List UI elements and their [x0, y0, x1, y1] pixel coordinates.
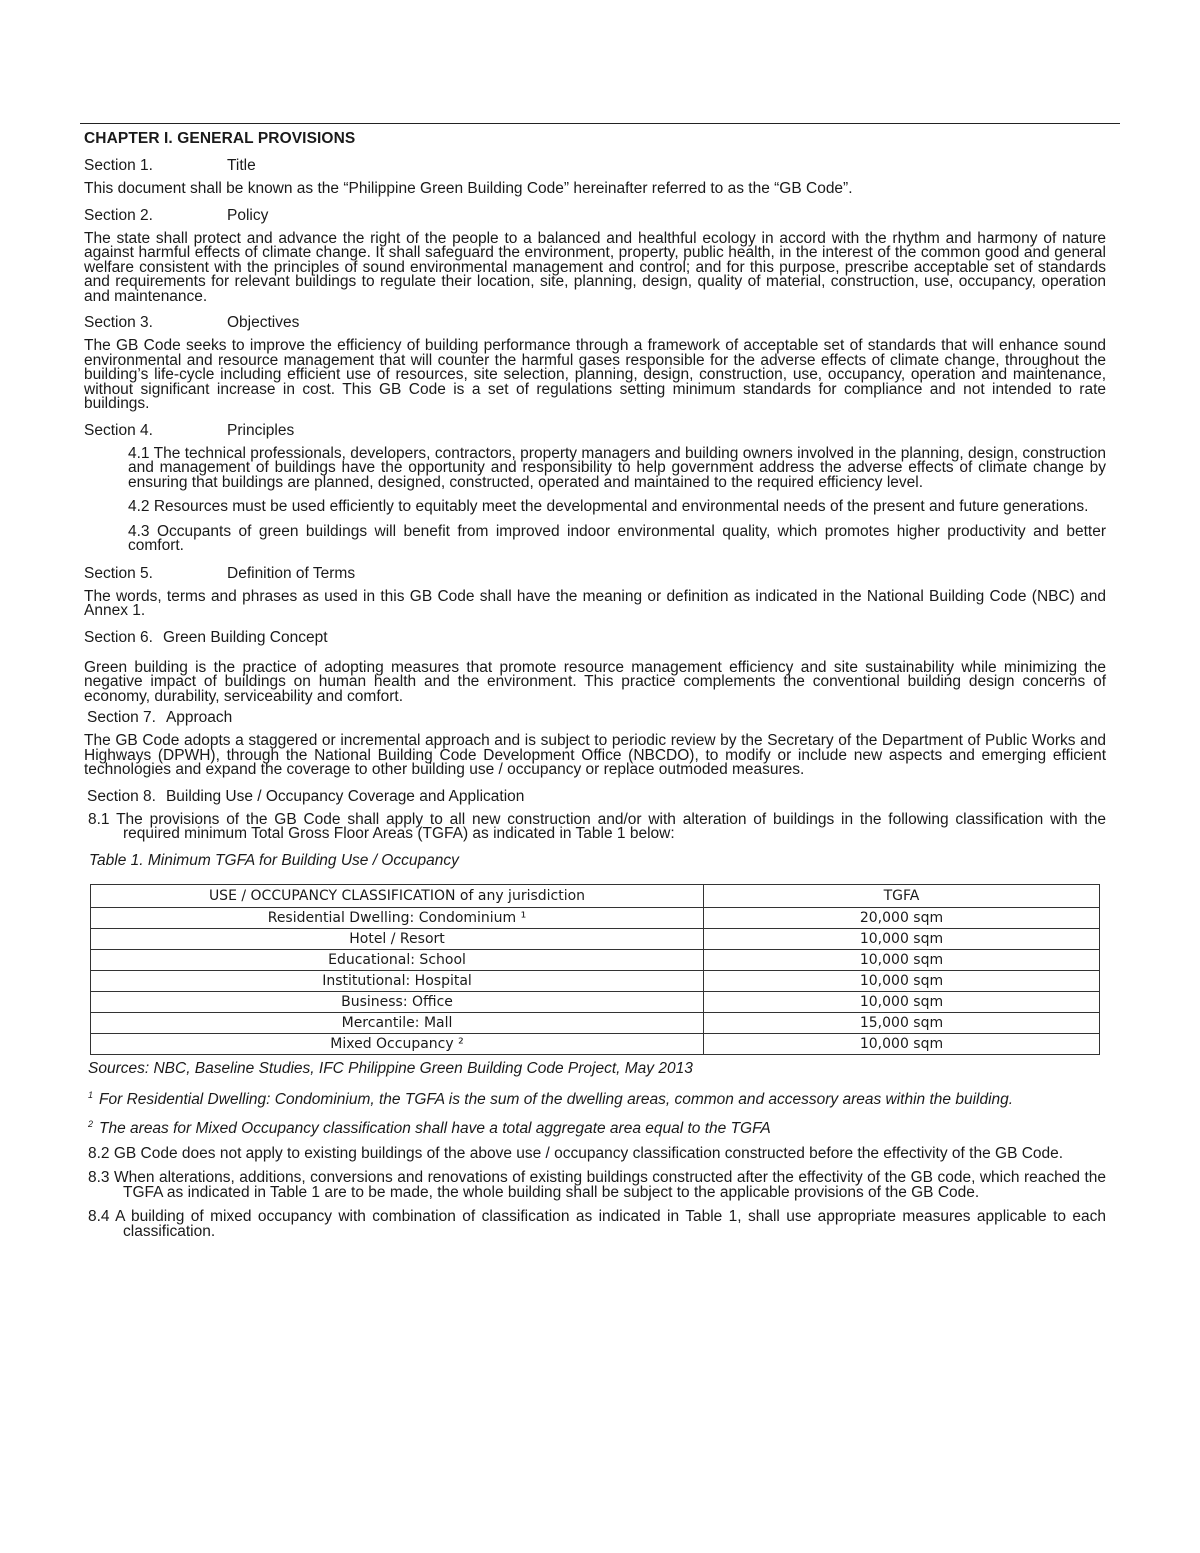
section-2-body: The state shall protect and advance the right of the people to a balanced and healthful ecology in accord with the rhythm and harmony of nature against harmful effects of climate change. It shall safeguard the environment, property, public health, in the interest of the common good and general welfare consistent with the principles of sound environmental management and control; and for this purpose, prescribe acceptable set of standards and requirements for relevant buildings to regulate their location, site, planning, design, quality of material, construction, use, occupancy, operation and maintenance.	[84, 229, 1106, 305]
header-rule	[80, 123, 1120, 124]
section-title: Green Building Concept	[162, 628, 328, 646]
tgfa-cell: 10,000 sqm	[704, 928, 1100, 949]
section-number: Section 3.	[84, 314, 153, 331]
column-header-classification: USE / OCCUPANCY CLASSIFICATION of any jurisdiction	[91, 884, 704, 907]
chapter-title: CHAPTER I. GENERAL PROVISIONS	[84, 130, 356, 147]
provision-8-1: 8.1 The provisions of the GB Code shall apply to all new construction and/or with alteration of buildings in the following classification with the required minimum Total Gross Floor Areas (TGFA) as indicated in Table 1 below:	[88, 810, 1106, 842]
section-2-heading	[84, 206, 1106, 225]
classification-cell: Mercantile: Mall	[91, 1012, 704, 1033]
section-title: Principles	[227, 421, 295, 439]
table-row	[91, 1012, 1100, 1033]
section-3-body: The GB Code seeks to improve the efficiency of building performance through a framework of acceptable set of standards that will enhance sound environmental and resource management that will counter the harmful gases responsible for the adverse effects of climate change, throughout the building’s life-cycle including efficient use of resources, site selection, planning, design, construction, use, occupancy, operation and maintenance, without significant increase in cost. This GB Code is a set of regulations setting minimum standards for compliance and not intended to rate buildings.	[84, 337, 1106, 412]
principle-4-1: 4.1 The technical professionals, developers, contractors, property managers and building owners involved in the planning, design, construction and management of buildings have the opportunity and responsibility to help government address the adverse effects of climate change by ensuring that buildings are planned, designed, constructed, operated and maintained to the required efficiency level.	[128, 444, 1106, 491]
principle-4-2: 4.2 Resources must be used efficiently to equitably meet the developmental and environmental needs of the present and future generations.	[128, 498, 1089, 515]
section-6-body: Green building is the practice of adopting measures that promote resource management efficiency and site sustainability while minimizing the negative impact of buildings on human health and the environment. This practice complements the conventional building design concerns of economy, durability, serviceability and comfort.	[84, 658, 1106, 705]
footnote-text: For Residential Dwelling: Condominium, the TGFA is the sum of the dwelling areas, common and accessory areas within the building.	[99, 1090, 1014, 1108]
table-row	[91, 1033, 1100, 1054]
footnote-mark: 2	[88, 1119, 94, 1130]
section-7-body: The GB Code adopts a staggered or incremental approach and is subject to periodic review by the Secretary of the Department of Public Works and Highways (DPWH), through the National Building Code Development Office (NBCDO), to modify or include new aspects and emerging efficient technologies and expand the coverage to other building use / occupancy or replace outmoded measures.	[84, 732, 1106, 778]
tgfa-cell: 10,000 sqm	[704, 970, 1100, 991]
section-number: Section 1.	[84, 157, 153, 174]
table-sources: Sources: NBC, Baseline Studies, IFC Philippine Green Building Code Project, May 2013	[88, 1059, 693, 1077]
section-title: Title	[227, 157, 256, 174]
section-title: Policy	[227, 206, 269, 224]
column-header-tgfa: TGFA	[704, 884, 1100, 907]
section-title: Definition of Terms	[227, 564, 356, 582]
section-1-body: This document shall be known as the “Philippine Green Building Code” hereinafter referred to as the “GB Code”.	[84, 180, 853, 197]
tgfa-cell: 10,000 sqm	[704, 991, 1100, 1012]
table-row	[91, 907, 1100, 928]
section-8-heading	[84, 787, 1106, 806]
section-title: Approach	[165, 709, 233, 726]
classification-cell: Institutional: Hospital	[91, 970, 704, 991]
section-4-heading	[84, 421, 1106, 440]
classification-cell: Business: Office	[91, 991, 704, 1012]
section-5-body: The words, terms and phrases as used in this GB Code shall have the meaning or definition as indicated in the National Building Code (NBC) and Annex 1.	[84, 587, 1106, 619]
section-number: Section 5.	[84, 564, 153, 582]
section-5-heading	[84, 564, 1106, 583]
classification-cell: Hotel / Resort	[91, 928, 704, 949]
provision-8-2: 8.2 GB Code does not apply to existing buildings of the above use / occupancy classification constructed before the effectivity of the GB Code.	[88, 1144, 1064, 1162]
section-number: Section 7.	[87, 709, 156, 726]
table-row	[91, 970, 1100, 991]
section-number: Section 2.	[84, 206, 153, 224]
section-3-heading	[84, 313, 1106, 332]
section-title: Objectives	[227, 314, 300, 331]
section-number: Section 6.	[84, 628, 153, 646]
tgfa-cell: 10,000 sqm	[704, 949, 1100, 970]
tgfa-table	[90, 884, 1100, 1055]
classification-cell: Educational: School	[91, 949, 704, 970]
section-title: Building Use / Occupancy Coverage and Application	[165, 787, 525, 805]
table-caption: Table 1. Minimum TGFA for Building Use / Occupancy	[89, 851, 459, 869]
table-row	[91, 949, 1100, 970]
section-number: Section 8.	[87, 787, 156, 805]
footnote-2	[88, 1117, 1106, 1137]
table-row	[91, 991, 1100, 1012]
provision-8-3: 8.3 When alterations, additions, conversions and renovations of existing buildings constructed after the effectivity of the GB code, which reached the TGFA as indicated in Table 1 are to be made, the whole building shall be subject to the applicable provisions of the GB Code.	[88, 1169, 1106, 1201]
table-row	[91, 928, 1100, 949]
footnote-text: The areas for Mixed Occupancy classification shall have a total aggregate area equal to the TGFA	[99, 1120, 771, 1138]
principle-4-3: 4.3 Occupants of green buildings will benefit from improved indoor environmental quality, which promotes higher productivity and better comfort.	[128, 522, 1106, 554]
tgfa-cell: 10,000 sqm	[704, 1033, 1100, 1054]
section-7-heading	[84, 708, 1106, 727]
footnote-1	[88, 1088, 1106, 1108]
tgfa-cell: 15,000 sqm	[704, 1012, 1100, 1033]
document-body	[84, 130, 1106, 1249]
table-header-row	[91, 884, 1100, 907]
section-number: Section 4.	[84, 421, 153, 439]
classification-cell: Mixed Occupancy ²	[91, 1033, 704, 1054]
classification-cell: Residential Dwelling: Condominium ¹	[91, 907, 704, 928]
footnote-mark: 1	[88, 1089, 94, 1100]
section-1-heading	[84, 156, 1106, 175]
tgfa-cell: 20,000 sqm	[704, 907, 1100, 928]
provision-8-4: 8.4 A building of mixed occupancy with combination of classification as indicated in Table 1, shall use appropriate measures applicable to each classification.	[88, 1208, 1106, 1240]
section-6-heading	[84, 628, 1106, 647]
